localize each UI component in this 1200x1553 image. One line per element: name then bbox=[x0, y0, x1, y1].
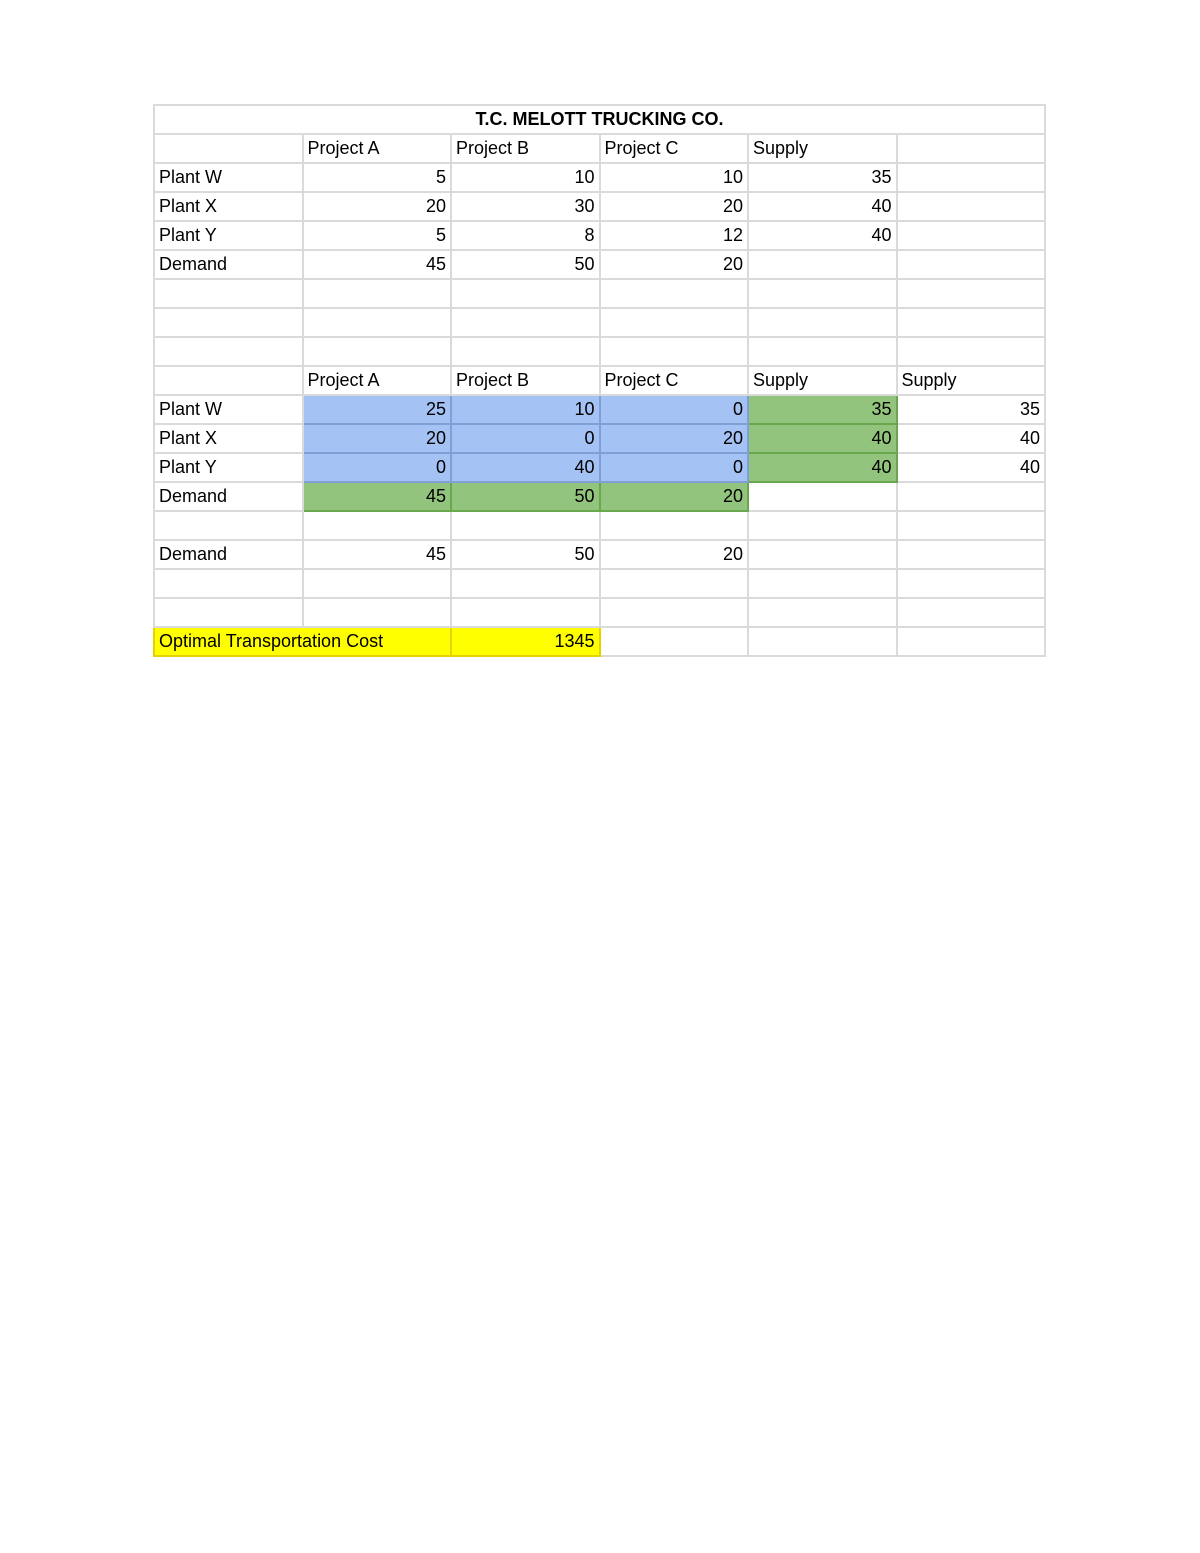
supply-cell[interactable]: 40 bbox=[897, 424, 1046, 453]
empty-cell[interactable] bbox=[897, 511, 1046, 540]
demand-row bbox=[154, 540, 1045, 569]
empty-cell[interactable] bbox=[897, 598, 1046, 627]
cost-cell[interactable]: 5 bbox=[303, 221, 452, 250]
cell[interactable] bbox=[897, 134, 1046, 163]
allocation-cell[interactable]: 0 bbox=[303, 453, 452, 482]
empty-row bbox=[154, 279, 1045, 308]
optimal-cost-value[interactable]: 1345 bbox=[451, 627, 600, 656]
empty-cell[interactable] bbox=[600, 279, 749, 308]
cell[interactable] bbox=[748, 482, 897, 511]
empty-cell[interactable] bbox=[154, 279, 303, 308]
empty-cell[interactable] bbox=[154, 308, 303, 337]
supply-cell[interactable]: 35 bbox=[748, 163, 897, 192]
allocation-row bbox=[154, 395, 1045, 424]
cost-cell[interactable]: 10 bbox=[451, 163, 600, 192]
demand-cell[interactable]: 20 bbox=[600, 250, 749, 279]
supply-cell[interactable]: 40 bbox=[748, 221, 897, 250]
cell[interactable] bbox=[897, 221, 1046, 250]
demand-met-cell[interactable]: 45 bbox=[303, 482, 452, 511]
demand-cell[interactable]: 45 bbox=[303, 250, 452, 279]
title-row bbox=[154, 105, 1045, 134]
cost-demand-row bbox=[154, 250, 1045, 279]
row-label-cell[interactable]: Demand bbox=[154, 250, 303, 279]
allocation-cell[interactable]: 20 bbox=[303, 424, 452, 453]
allocation-header-row bbox=[154, 366, 1045, 395]
empty-cell[interactable] bbox=[600, 598, 749, 627]
cost-row bbox=[154, 221, 1045, 250]
empty-cell[interactable] bbox=[748, 337, 897, 366]
empty-cell[interactable] bbox=[897, 279, 1046, 308]
allocation-cell[interactable]: 25 bbox=[303, 395, 452, 424]
cost-cell[interactable]: 30 bbox=[451, 192, 600, 221]
header-cell[interactable]: Project B bbox=[451, 134, 600, 163]
empty-cell[interactable] bbox=[748, 569, 897, 598]
cell[interactable] bbox=[897, 163, 1046, 192]
empty-cell[interactable] bbox=[600, 308, 749, 337]
header-cell[interactable]: Project B bbox=[451, 366, 600, 395]
demand-met-cell[interactable]: 20 bbox=[600, 482, 749, 511]
header-cell[interactable]: Project C bbox=[600, 366, 749, 395]
allocation-cell[interactable]: 20 bbox=[600, 424, 749, 453]
cell[interactable] bbox=[897, 482, 1046, 511]
empty-cell[interactable] bbox=[748, 511, 897, 540]
row-label-cell[interactable]: Plant Y bbox=[154, 221, 303, 250]
demand-cell[interactable]: 50 bbox=[451, 540, 600, 569]
allocation-cell[interactable]: 0 bbox=[600, 395, 749, 424]
empty-cell[interactable] bbox=[303, 279, 452, 308]
empty-row bbox=[154, 511, 1045, 540]
cell[interactable] bbox=[897, 250, 1046, 279]
allocation-demand-row bbox=[154, 482, 1045, 511]
header-cell[interactable]: Project A bbox=[303, 366, 452, 395]
cost-cell[interactable]: 8 bbox=[451, 221, 600, 250]
empty-cell[interactable] bbox=[600, 569, 749, 598]
empty-cell[interactable] bbox=[451, 337, 600, 366]
header-cell[interactable]: Supply bbox=[748, 366, 897, 395]
empty-cell[interactable] bbox=[451, 569, 600, 598]
empty-cell[interactable] bbox=[451, 598, 600, 627]
empty-cell[interactable] bbox=[748, 598, 897, 627]
cell[interactable] bbox=[748, 540, 897, 569]
row-label-cell[interactable]: Plant W bbox=[154, 163, 303, 192]
allocation-cell[interactable]: 0 bbox=[600, 453, 749, 482]
empty-cell[interactable] bbox=[451, 308, 600, 337]
empty-cell[interactable] bbox=[897, 627, 1046, 656]
empty-cell[interactable] bbox=[748, 279, 897, 308]
empty-cell[interactable] bbox=[303, 569, 452, 598]
empty-cell[interactable] bbox=[154, 511, 303, 540]
cost-cell[interactable]: 12 bbox=[600, 221, 749, 250]
cost-header-row bbox=[154, 134, 1045, 163]
supply-used-cell[interactable]: 40 bbox=[748, 453, 897, 482]
header-cell[interactable]: Supply bbox=[897, 366, 1046, 395]
empty-cell[interactable] bbox=[154, 337, 303, 366]
empty-cell[interactable] bbox=[600, 511, 749, 540]
cell[interactable] bbox=[748, 250, 897, 279]
spreadsheet-grid bbox=[153, 104, 1046, 657]
empty-cell[interactable] bbox=[897, 337, 1046, 366]
empty-cell[interactable] bbox=[600, 337, 749, 366]
empty-cell[interactable] bbox=[303, 337, 452, 366]
cost-row bbox=[154, 192, 1045, 221]
supply-cell[interactable]: 40 bbox=[748, 192, 897, 221]
row-label-cell[interactable]: Plant X bbox=[154, 424, 303, 453]
allocation-row bbox=[154, 424, 1045, 453]
cost-cell[interactable]: 20 bbox=[303, 192, 452, 221]
empty-cell[interactable] bbox=[897, 569, 1046, 598]
supply-cell[interactable]: 35 bbox=[897, 395, 1046, 424]
empty-cell[interactable] bbox=[303, 598, 452, 627]
empty-cell[interactable] bbox=[154, 569, 303, 598]
empty-cell[interactable] bbox=[451, 511, 600, 540]
cell[interactable] bbox=[897, 540, 1046, 569]
empty-cell[interactable] bbox=[303, 308, 452, 337]
cell[interactable] bbox=[154, 134, 303, 163]
demand-cell[interactable]: 50 bbox=[451, 250, 600, 279]
empty-cell[interactable] bbox=[303, 511, 452, 540]
cost-row bbox=[154, 163, 1045, 192]
header-cell[interactable]: Project C bbox=[600, 134, 749, 163]
row-label-cell[interactable]: Plant X bbox=[154, 192, 303, 221]
empty-cell[interactable] bbox=[154, 598, 303, 627]
allocation-row bbox=[154, 453, 1045, 482]
row-label-cell[interactable]: Plant W bbox=[154, 395, 303, 424]
demand-met-cell[interactable]: 50 bbox=[451, 482, 600, 511]
empty-cell[interactable] bbox=[451, 279, 600, 308]
empty-cell[interactable] bbox=[748, 627, 897, 656]
supply-used-cell[interactable]: 35 bbox=[748, 395, 897, 424]
demand-cell[interactable]: 20 bbox=[600, 540, 749, 569]
empty-row bbox=[154, 308, 1045, 337]
row-label-cell[interactable]: Plant Y bbox=[154, 453, 303, 482]
empty-cell[interactable] bbox=[600, 627, 749, 656]
supply-cell[interactable]: 40 bbox=[897, 453, 1046, 482]
sheet-title[interactable]: T.C. MELOTT TRUCKING CO. bbox=[154, 105, 1045, 134]
cost-cell[interactable]: 10 bbox=[600, 163, 749, 192]
header-cell[interactable]: Project A bbox=[303, 134, 452, 163]
row-label-cell[interactable]: Demand bbox=[154, 482, 303, 511]
allocation-cell[interactable]: 10 bbox=[451, 395, 600, 424]
header-cell[interactable]: Supply bbox=[748, 134, 897, 163]
empty-cell[interactable] bbox=[897, 308, 1046, 337]
empty-row bbox=[154, 569, 1045, 598]
cell[interactable] bbox=[154, 366, 303, 395]
cell[interactable] bbox=[897, 192, 1046, 221]
empty-row bbox=[154, 598, 1045, 627]
allocation-cell[interactable]: 40 bbox=[451, 453, 600, 482]
empty-row bbox=[154, 337, 1045, 366]
allocation-cell[interactable]: 0 bbox=[451, 424, 600, 453]
supply-used-cell[interactable]: 40 bbox=[748, 424, 897, 453]
optimal-cost-label[interactable]: Optimal Transportation Cost bbox=[154, 627, 451, 656]
demand-cell[interactable]: 45 bbox=[303, 540, 452, 569]
row-label-cell[interactable]: Demand bbox=[154, 540, 303, 569]
empty-cell[interactable] bbox=[748, 308, 897, 337]
cost-cell[interactable]: 5 bbox=[303, 163, 452, 192]
cost-cell[interactable]: 20 bbox=[600, 192, 749, 221]
optimal-cost-row bbox=[154, 627, 1045, 656]
